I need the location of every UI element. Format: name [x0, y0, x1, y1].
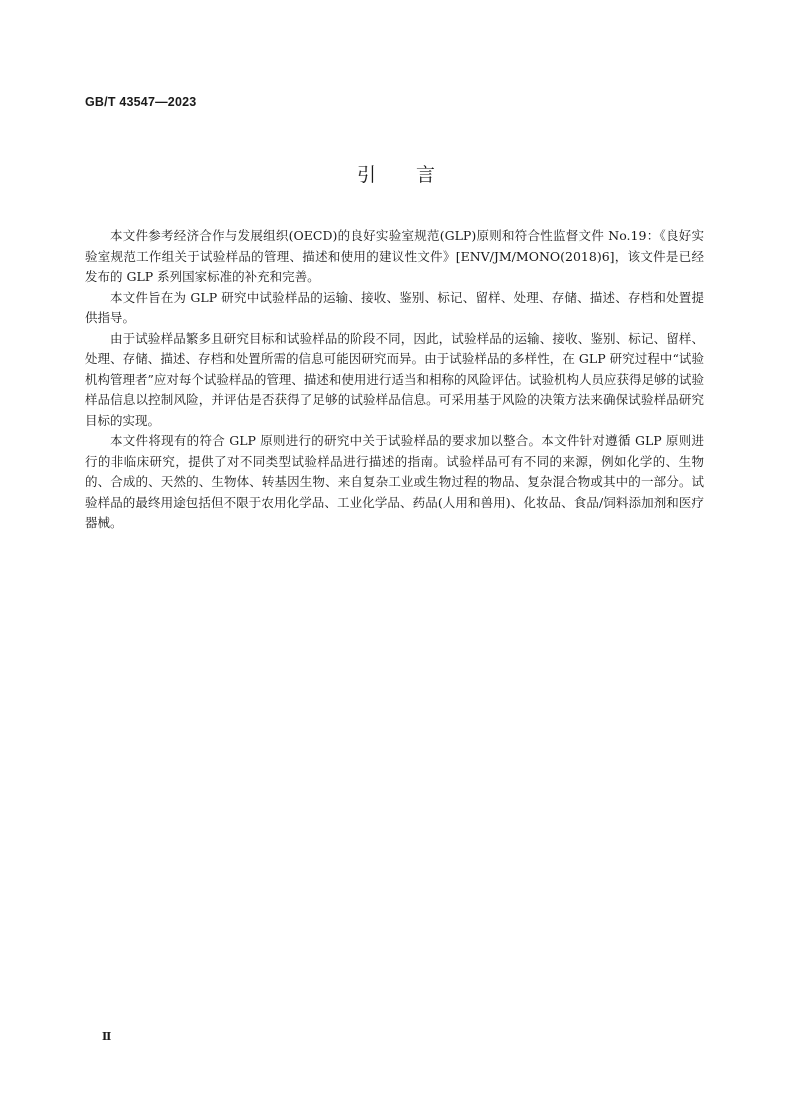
paragraph: 由于试验样品繁多且研究目标和试验样品的阶段不同，因此，试验样品的运输、接收、鉴别、标记、留样、处理、存储、描述、存档和处置所需的信息可能因研究而异。由于试验样品的多样性，在 GLP 研究过程中“试验机构管理者”应对每个试验样品的管理、描述和使用进行适当和相称的风险评估。试验机构人员应获得足够的试验样品信息以控制风险，并评估是否获得了足够的试验样品信息。可采用基于风险的决策方法来确保试验样品研究目标的实现。 [85, 330, 704, 428]
standard-code: GB/T 43547—2023 [85, 95, 197, 109]
paragraph: 本文件旨在为 GLP 研究中试验样品的运输、接收、鉴别、标记、留样、处理、存储、描述、存档和处置提供指导。 [85, 289, 704, 325]
body-text [85, 226, 704, 534]
page-number: Ⅱ [102, 1030, 112, 1043]
paragraph: 本文件将现有的符合 GLP 原则进行的研究中关于试验样品的要求加以整合。本文件针对遵循 GLP 原则进行的非临床研究，提供了对不同类型试验样品进行描述的指南。试验样品可有不同的来源，例如化学的、生物的、合成的、天然的、生物体、转基因生物、来自复杂工业或生物过程的物品、复杂混合物或其中的一部分。试验样品的最终用途包括但不限于农用化学品、工业化学品、药品(人用和兽用)、化妆品、食品/饲料添加剂和医疗器械。 [85, 433, 704, 530]
paragraph: 本文件参考经济合作与发展组织(OECD)的良好实验室规范(GLP)原则和符合性监督文件 No.19：《良好实验室规范工作组关于试验样品的管理、描述和使用的建议性文件》[ENV/JM/MONO(2018)6]，该文件是已经发布的 GLP 系列国家标准的补充和完善。 [85, 228, 704, 284]
section-title: 引言 [356, 164, 475, 186]
